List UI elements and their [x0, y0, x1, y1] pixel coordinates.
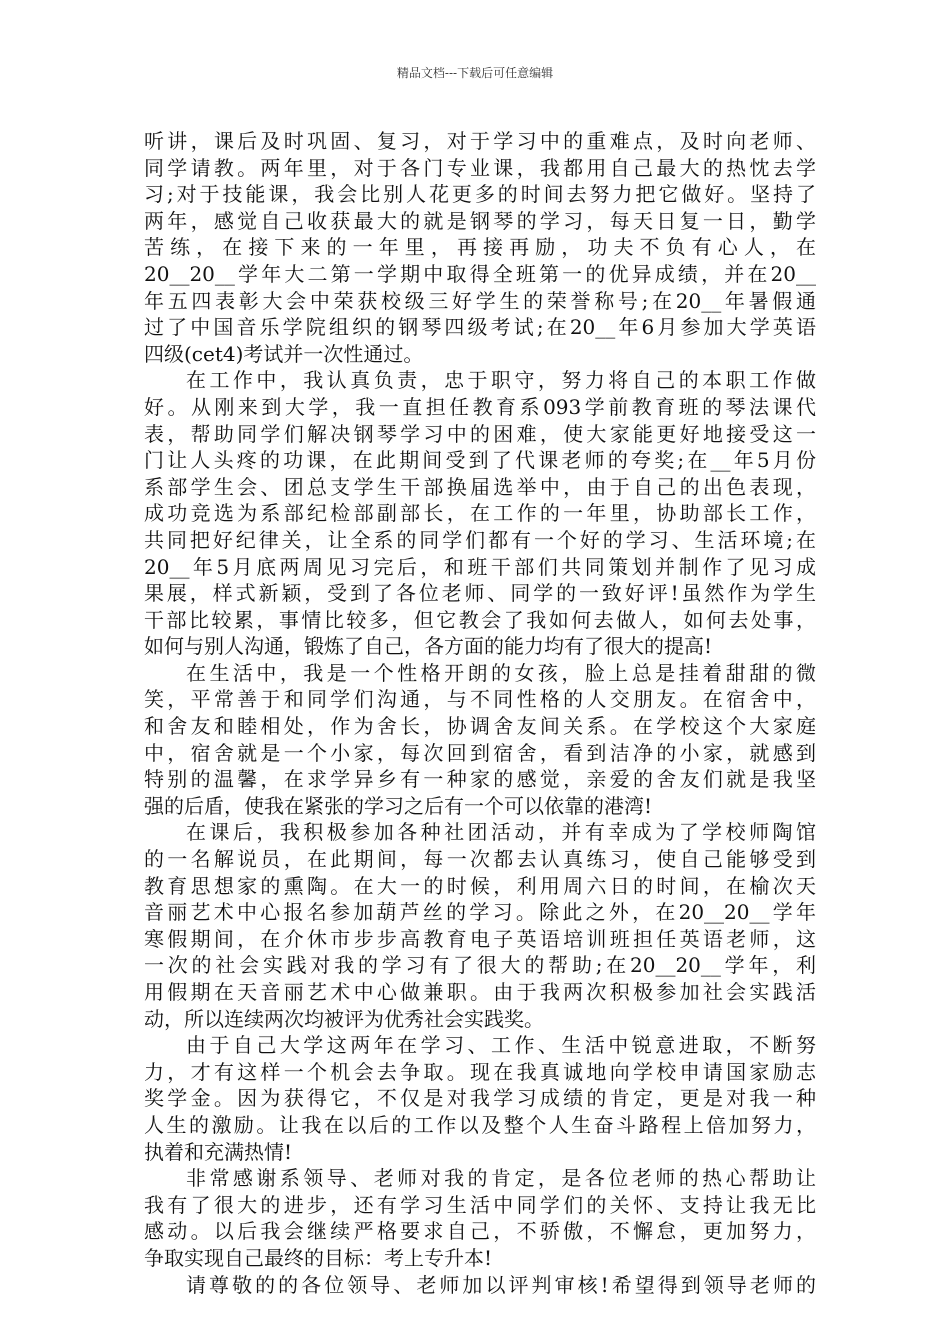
text-line: 非常感谢系领导、老师对我的肯定，是各位老师的热心帮助让	[186, 1166, 816, 1191]
paragraph	[144, 1165, 816, 1271]
text-line: 笑，平常善于和同学们沟通，与不同性格的人交朋友。在宿舍中，	[144, 687, 816, 712]
text-line: 好。从刚来到大学，我一直担任教育系093学前教育班的琴法课代	[144, 394, 816, 419]
text-line: 门让人头疼的功课，在此期间受到了代课老师的夸奖;在__年5月份	[144, 448, 816, 473]
text-line: 特别的温馨，在求学异乡有一种家的感觉，亲爱的舍友们就是我坚	[144, 767, 816, 792]
text-line: 在工作中，我认真负责，忠于职守，努力将自己的本职工作做	[186, 368, 816, 393]
text-line: 力，才有这样一个机会去争取。现在我真诚地向学校申请国家励志	[144, 1059, 816, 1084]
text-line: 20__20__学年大二第一学期中取得全班第一的优异成绩，并在20__	[144, 261, 816, 286]
text-line: 寒假期间，在介休市步步高教育电子英语培训班担任英语老师，这	[144, 926, 816, 951]
paragraph	[144, 1272, 816, 1299]
text-line: 共同把好纪律关，让全系的同学们都有一个好的学习、生活环境;在	[144, 527, 816, 552]
text-line: 音丽艺术中心报名参加葫芦丝的学习。除此之外，在20__20__学年	[144, 900, 816, 925]
text-line: 两年，感觉自己收获最大的就是钢琴的学习，每天日复一日，勤学	[144, 208, 816, 233]
text-line: 用假期在天音丽艺术中心做兼职。由于我两次积极参加社会实践活	[144, 980, 816, 1004]
text-line: 人生的激励。让我在以后的工作以及整个人生奋斗路程上倍加努力，	[144, 1112, 816, 1137]
paragraph	[144, 1032, 816, 1165]
text-line: 执着和充满热情!	[144, 1139, 293, 1164]
text-line: 请尊敬的的各位领导、老师加以评判审核!希望得到领导老师的	[186, 1272, 816, 1297]
paragraph	[144, 128, 816, 367]
text-line: 习;对于技能课，我会比别人花更多的时间去努力把它做好。坚持了	[144, 182, 816, 207]
text-line: 听讲，课后及时巩固、复习，对于学习中的重难点，及时向老师、	[144, 129, 816, 153]
text-line: 干部比较累，事情比较多，但它教会了我如何去做人，如何去处事，	[144, 607, 816, 632]
text-line: 系部学生会、团总支学生干部换届选举中，由于自己的出色表现，	[144, 474, 816, 499]
text-line: 中，宿舍就是一个小家，每次回到宿舍，看到洁净的小家，就感到	[144, 740, 816, 765]
text-line: 年五四表彰大会中荣获校级三好学生的荣誉称号;在20__年暑假通	[144, 288, 816, 313]
text-line: 动，所以连续两次均被评为优秀社会实践奖。	[144, 1006, 544, 1031]
page-header: 精品文档---下载后可任意编辑	[396, 66, 554, 80]
text-line: 在课后，我积极参加各种社团活动，并有幸成为了学校师陶馆	[186, 820, 816, 845]
text-line: 如何与别人沟通，锻炼了自己，各方面的能力均有了很大的提高!	[144, 634, 713, 659]
text-line: 教育思想家的熏陶。在大一的时候，利用周六日的时间，在榆次天	[144, 873, 816, 898]
text-line: 的一名解说员，在此期间，每一次都去认真练习，使自己能够受到	[144, 847, 816, 872]
text-line: 果展，样式新颖，受到了各位老师、同学的一致好评!虽然作为学生	[144, 581, 816, 606]
text-line: 四级(cet4)考试并一次性通过。	[144, 341, 424, 366]
text-line: 由于自己大学这两年在学习、工作、生活中锐意进取，不断努	[186, 1033, 816, 1058]
text-line: 感动。以后我会继续严格要求自己，不骄傲，不懈怠，更加努力，	[144, 1219, 816, 1244]
text-line: 成功竞选为系部纪检部副部长，在工作的一年里，协助部长工作，	[144, 501, 816, 526]
document-body	[144, 128, 816, 1298]
text-line: 我有了很大的进步，还有学习生活中同学们的关怀、支持让我无比	[144, 1192, 816, 1217]
text-line: 争取实现自己最终的目标：考上专升本!	[144, 1245, 493, 1270]
text-line: 一次的社会实践对我的学习有了很大的帮助;在20__20__学年，利	[144, 953, 816, 978]
text-line: 和舍友和睦相处，作为舍长，协调舍友间关系。在学校这个大家庭	[144, 714, 816, 739]
text-line: 表，帮助同学们解决钢琴学习中的困难，使大家能更好地接受这一	[144, 421, 816, 446]
text-line: 同学请教。两年里，对于各门专业课，我都用自己最大的热忱去学	[144, 155, 816, 180]
paragraph	[144, 819, 816, 1032]
text-line: 苦练，在接下来的一年里，再接再励，功夫不负有心人，在	[144, 235, 816, 260]
text-line: 20__年5月底两周见习完后，和班干部们共同策划并制作了见习成	[144, 554, 816, 579]
paragraph	[144, 367, 816, 660]
text-line: 在生活中，我是一个性格开朗的女孩，脸上总是挂着甜甜的微	[186, 660, 816, 685]
text-line: 奖学金。因为获得它，不仅是对我学习成绩的肯定，更是对我一种	[144, 1086, 816, 1111]
text-line: 强的后盾，使我在紧张的学习之后有一个可以依靠的港湾!	[144, 793, 653, 818]
paragraph	[144, 660, 816, 820]
text-line: 过了中国音乐学院组织的钢琴四级考试;在20__年6月参加大学英语	[144, 315, 816, 340]
